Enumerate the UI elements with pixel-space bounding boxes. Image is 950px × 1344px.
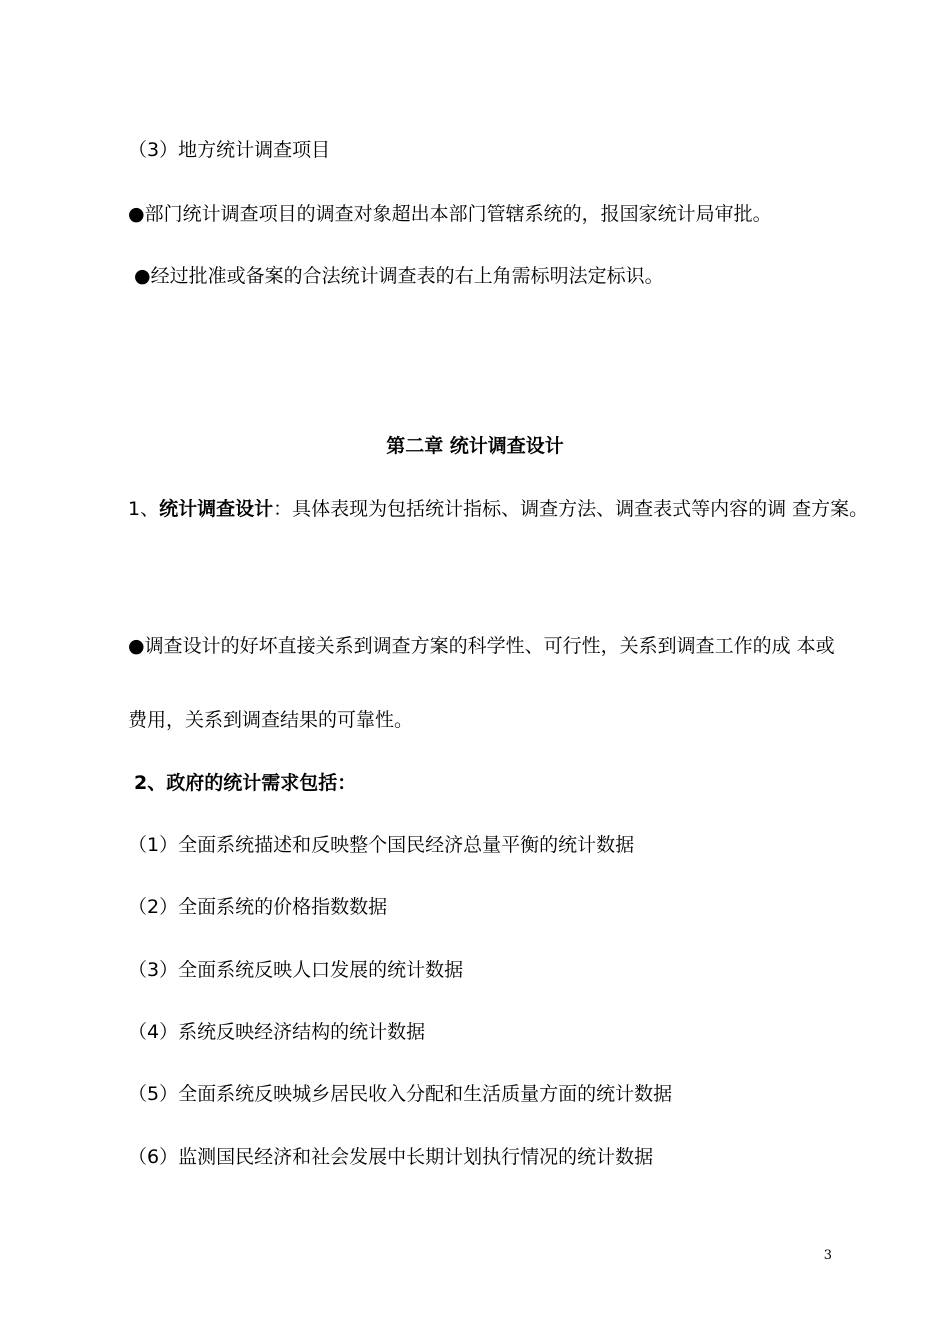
definition-number: 1、	[128, 498, 160, 520]
needs-heading: 2、政府的统计需求包括：	[134, 772, 357, 794]
definition-text: ：具体表现为包括统计指标、调查方法、调查表式等内容的调 查方案。	[273, 498, 869, 520]
list-item: （2）全面系统的价格指数数据	[128, 896, 388, 918]
bullet-design-quality-line1: ●调查设计的好坏直接关系到调查方案的科学性、可行性，关系到调查工作的成 本或	[128, 635, 835, 657]
list-item: （4）系统反映经济结构的统计数据	[128, 1021, 426, 1043]
list-item: （5）全面系统反映城乡居民收入分配和生活质量方面的统计数据	[128, 1083, 673, 1105]
bullet-department-survey: ●部门统计调查项目的调查对象超出本部门管辖系统的，报国家统计局审批。	[128, 203, 772, 225]
list-item: （1）全面系统描述和反映整个国民经济总量平衡的统计数据	[128, 834, 635, 856]
bullet-legal-mark: ●经过批准或备案的合法统计调查表的右上角需标明法定标识。	[134, 265, 664, 287]
definition-term: 统计调查设计	[159, 498, 274, 520]
list-item: （6）监测国民经济和社会发展中长期计划执行情况的统计数据	[128, 1146, 654, 1168]
list-item: （3）全面系统反映人口发展的统计数据	[128, 959, 464, 981]
bullet-design-quality-line2: 费用，关系到调查结果的可靠性。	[128, 709, 414, 731]
definition-paragraph	[128, 497, 868, 521]
list-item-local-survey: （3）地方统计调查项目	[128, 139, 331, 161]
chapter-title: 第二章 统计调查设计	[386, 435, 564, 457]
page-number: 3	[823, 1248, 832, 1263]
